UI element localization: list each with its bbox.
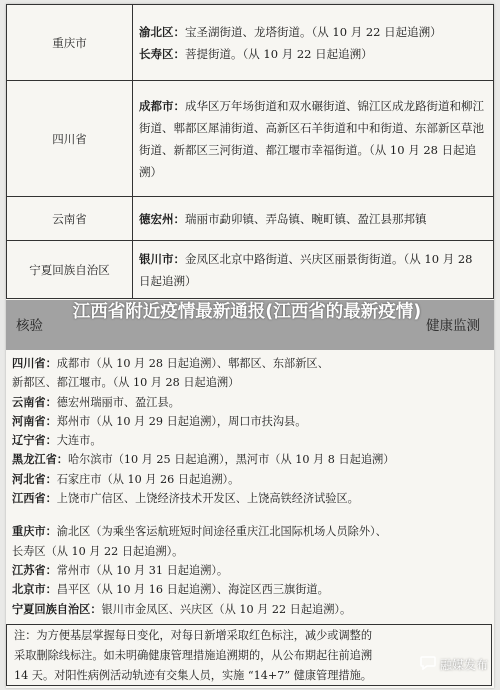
list-item-text: 哈尔滨市（10 月 25 日起追溯），黑河市（从 10 月 8 日起追溯） xyxy=(67,453,395,467)
list-item-text: 昌平区（从 10 月 16 日起追溯）、海淀区西三旗街道。 xyxy=(56,583,329,597)
list-item xyxy=(12,393,490,412)
list-item-text: 渝北区（为乘坐客运航班短时间途径重庆江北国际机场人员除外）、 xyxy=(56,525,387,539)
province-label: 宁夏回族自治区： xyxy=(12,601,102,616)
note-line: 采取删除线标注。如未明确健康管理措施追溯期的，从公布期起往前追溯 xyxy=(14,649,373,662)
list-item xyxy=(12,412,490,431)
list-item-text: 大连市。 xyxy=(56,434,102,448)
detail-line xyxy=(139,95,487,183)
note-line: 14 天。对阳性病例活动轨迹有交集人员，实施 “14+7” 健康管理措施。 xyxy=(14,669,372,682)
district-label: 长寿区： xyxy=(139,46,185,61)
table-row xyxy=(7,81,494,197)
province-label: 江西省： xyxy=(12,491,57,506)
province-label: 河南省： xyxy=(12,413,57,428)
district-label: 成都市： xyxy=(139,98,185,113)
province-label: 辽宁省： xyxy=(12,433,57,448)
detail-line xyxy=(139,248,487,292)
province-cell: 重庆市 xyxy=(7,5,133,81)
table-row xyxy=(7,5,494,81)
banner-left-text: 核验 xyxy=(16,318,43,334)
note-line: 注：为方便基层掌握每日变化，对每日新增采取红色标注，减少或调整的 xyxy=(14,629,373,642)
detail-cell xyxy=(133,5,494,81)
province-label: 江苏省： xyxy=(12,562,57,577)
province-cell: 四川省 xyxy=(7,81,133,197)
list-item xyxy=(12,600,490,619)
district-text: 瑞丽市勐卯镇、弄岛镇、畹町镇、盈江县那邦镇 xyxy=(185,211,427,226)
list-item xyxy=(12,542,490,561)
watermark xyxy=(420,656,488,673)
note-box xyxy=(6,624,492,686)
risk-region-table xyxy=(6,4,494,299)
banner-right-text: 健康监测 xyxy=(426,318,480,334)
list-item-text: 常州市（从 10 月 31 日起追溯）。 xyxy=(56,563,229,577)
headline-banner xyxy=(6,300,494,350)
document-page xyxy=(6,4,494,688)
table-row xyxy=(7,197,494,241)
province-label: 云南省： xyxy=(12,394,57,409)
province-cell: 云南省 xyxy=(7,197,133,241)
district-label: 银川市： xyxy=(139,251,185,266)
list-item-text: 上饶市广信区、上饶经济技术开发区、上饶高铁经济试验区。 xyxy=(56,492,359,506)
detail-line xyxy=(139,208,487,230)
province-label: 河北省： xyxy=(12,471,57,486)
detail-cell xyxy=(133,81,494,197)
province-label: 北京市： xyxy=(12,582,57,597)
province-label: 四川省： xyxy=(12,356,57,370)
detail-line xyxy=(139,21,487,43)
detail-cell xyxy=(133,197,494,241)
district-text: 成华区万年场街道和双水碾街道、锦江区成龙路街道和柳江街道、郫都区犀浦街道、高新区石羊街道和中和街道、东部新区草池街道、新都区三河街道、都江堰市幸福街道。（从 10 月 28 日起追溯） xyxy=(139,98,484,179)
list-item xyxy=(12,354,490,373)
list-item xyxy=(12,561,490,580)
watermark-text: 融媒发布 xyxy=(439,658,488,672)
list-item-text: 成都市（从 10 月 28 日起追溯）、郫都区、东部新区、 xyxy=(56,357,329,370)
list-item xyxy=(12,450,490,469)
list-item-text: 银川市金凤区、兴庆区（从 10 月 22 日起追溯）。 xyxy=(101,602,352,616)
province-label: 黑龙江省： xyxy=(12,452,68,467)
list-item xyxy=(12,431,490,450)
district-text: 菩提街道。（从 10 月 22 日起追溯） xyxy=(185,46,373,61)
list-item xyxy=(12,522,490,541)
detail-line xyxy=(139,43,487,65)
list-item xyxy=(12,580,490,599)
speech-bubble-icon xyxy=(420,656,440,673)
district-label: 德宏州： xyxy=(139,211,185,226)
list-item-text: 石家庄市（从 10 月 26 日起追溯）。 xyxy=(56,472,240,486)
section-gap xyxy=(12,508,490,522)
list-item-text: 新都区、都江堰市。（从 10 月 28 日起追溯） xyxy=(12,376,240,390)
list-item-text: 德宏州瑞丽市、盈江县。 xyxy=(56,395,180,409)
region-list xyxy=(12,354,490,619)
district-text: 金凤区北京中路街道、兴庆区丽景街街道。（从 10 月 28 日起追溯） xyxy=(139,251,473,288)
province-label: 重庆市： xyxy=(12,524,57,539)
list-item xyxy=(12,489,490,508)
list-item xyxy=(12,470,490,489)
list-item xyxy=(12,373,490,392)
table-row xyxy=(7,241,494,299)
district-text: 宝圣湖街道、龙塔街道。（从 10 月 22 日起追溯） xyxy=(185,24,442,39)
list-item-text: 长寿区（从 10 月 22 日起追溯）。 xyxy=(12,544,184,558)
article-headline: 江西省附近疫情最新通报(江西省的最新疫情) xyxy=(72,302,422,322)
list-item-text: 郑州市（从 10 月 29 日起追溯），周口市扶沟县。 xyxy=(56,414,307,428)
district-label: 渝北区： xyxy=(139,24,185,39)
province-cell: 宁夏回族自治区 xyxy=(7,241,133,299)
detail-cell xyxy=(133,241,494,299)
